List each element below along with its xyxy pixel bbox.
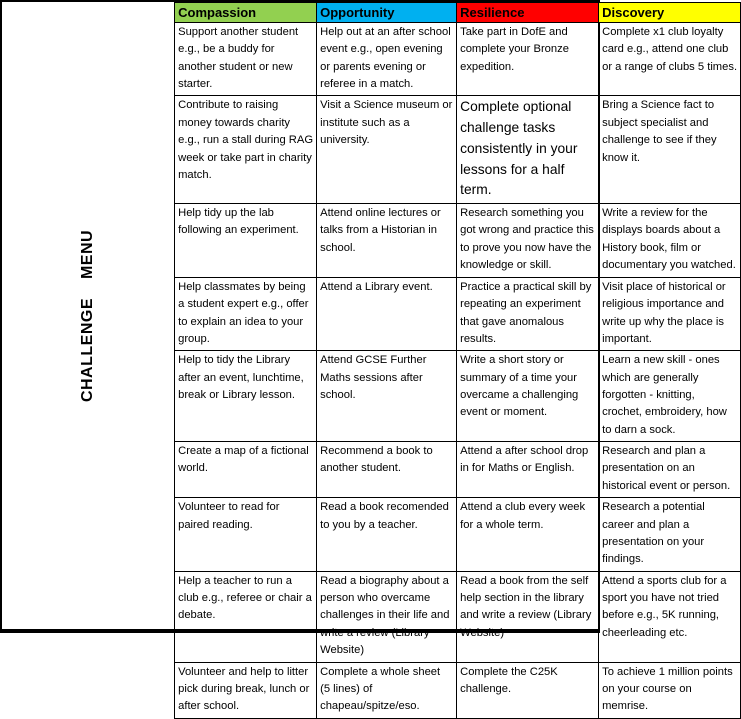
- challenge-cell: Recommend a book to another student.: [317, 442, 457, 498]
- challenge-cell: Research something you got wrong and practice this to prove you now have the knowledge or skill.: [457, 203, 599, 277]
- column-header-compassion: Compassion: [175, 3, 317, 23]
- column-header-discovery: Discovery: [599, 3, 741, 23]
- challenge-cell: Research and plan a presentation on an historical event or person.: [599, 442, 741, 498]
- challenge-cell: Complete the C25K challenge.: [457, 662, 599, 718]
- column-header-resilience: Resilience: [457, 3, 599, 23]
- table-row: [175, 351, 741, 442]
- challenge-cell: To achieve 1 million points on your course on memrise.: [599, 662, 741, 718]
- header-row: [175, 3, 741, 23]
- challenge-cell: Attend a club every week for a whole term.: [457, 498, 599, 571]
- page-title: CHALLENGE MENU: [79, 229, 97, 402]
- table-row: [175, 498, 741, 571]
- challenge-cell: Help tidy up the lab following an experiment.: [175, 203, 317, 277]
- challenge-cell: Read a book from the self help section in the library and write a review (Library Website): [457, 571, 599, 662]
- challenge-cell: Complete optional challenge tasks consistently in your lessons for a half term.: [457, 96, 599, 203]
- table-row: [175, 96, 741, 203]
- vertical-title-strip: [2, 2, 174, 629]
- challenge-cell: Attend online lectures or talks from a Historian in school.: [317, 203, 457, 277]
- challenge-cell: Help out at an after school event e.g., open evening or parents evening or referee in a match.: [317, 23, 457, 96]
- challenge-cell: Complete a whole sheet (5 lines) of chapeau/spitze/eso.: [317, 662, 457, 718]
- challenge-cell: Read a book recomended to you by a teacher.: [317, 498, 457, 571]
- challenge-cell: Create a map of a fictional world.: [175, 442, 317, 498]
- challenge-cell: Contribute to raising money towards charity e.g., run a stall during RAG week or take part in charity match.: [175, 96, 317, 203]
- challenge-cell: Take part in DofE and complete your Bronze expedition.: [457, 23, 599, 96]
- challenge-cell: Attend GCSE Further Maths sessions after school.: [317, 351, 457, 442]
- column-header-opportunity: Opportunity: [317, 3, 457, 23]
- challenge-cell: Practice a practical skill by repeating an experiment that gave anomalous results.: [457, 277, 599, 350]
- challenge-cell: Volunteer and help to litter pick during break, lunch or after school.: [175, 662, 317, 718]
- challenge-cell: Visit a Science museum or institute such as a university.: [317, 96, 457, 203]
- challenge-cell: Write a review for the displays boards about a History book, film or documentary you watched.: [599, 203, 741, 277]
- challenge-cell: Help to tidy the Library after an event, lunchtime, break or Library lesson.: [175, 351, 317, 442]
- challenge-cell: Volunteer to read for paired reading.: [175, 498, 317, 571]
- challenge-cell: Write a short story or summary of a time your overcame a challenging event or moment.: [457, 351, 599, 442]
- challenge-cell: Bring a Science fact to subject specialist and challenge to see if they know it.: [599, 96, 741, 203]
- challenge-cell: Visit place of historical or religious importance and write up why the place is important.: [599, 277, 741, 350]
- table-row: [175, 442, 741, 498]
- challenge-cell: Attend a sports club for a sport you have not tried before e.g., 5K running, cheerleading etc.: [599, 571, 741, 662]
- table-row: [175, 23, 741, 96]
- challenge-cell: Attend a after school drop in for Maths or English.: [457, 442, 599, 498]
- table-row: [175, 277, 741, 350]
- challenge-cell: Help a teacher to run a club e.g., referee or chair a debate.: [175, 571, 317, 662]
- table-row: [175, 571, 741, 662]
- challenge-cell: Support another student e.g., be a buddy for another student or new starter.: [175, 23, 317, 96]
- table-row: [175, 662, 741, 718]
- challenge-cell: Learn a new skill - ones which are generally forgotten - knitting, crochet, embroidery, how to darn a sock.: [599, 351, 741, 442]
- challenge-cell: Research a potential career and plan a presentation on your findings.: [599, 498, 741, 571]
- table-row: [175, 203, 741, 277]
- challenge-cell: Attend a Library event.: [317, 277, 457, 350]
- challenge-cell: Read a biography about a person who overcame challenges in their life and write a review (Library Website): [317, 571, 457, 662]
- challenge-cell: Help classmates by being a student expert e.g., offer to explain an idea to your group.: [175, 277, 317, 350]
- challenge-table: [174, 2, 741, 719]
- challenge-cell: Complete x1 club loyalty card e.g., attend one club or a range of clubs 5 times.: [599, 23, 741, 96]
